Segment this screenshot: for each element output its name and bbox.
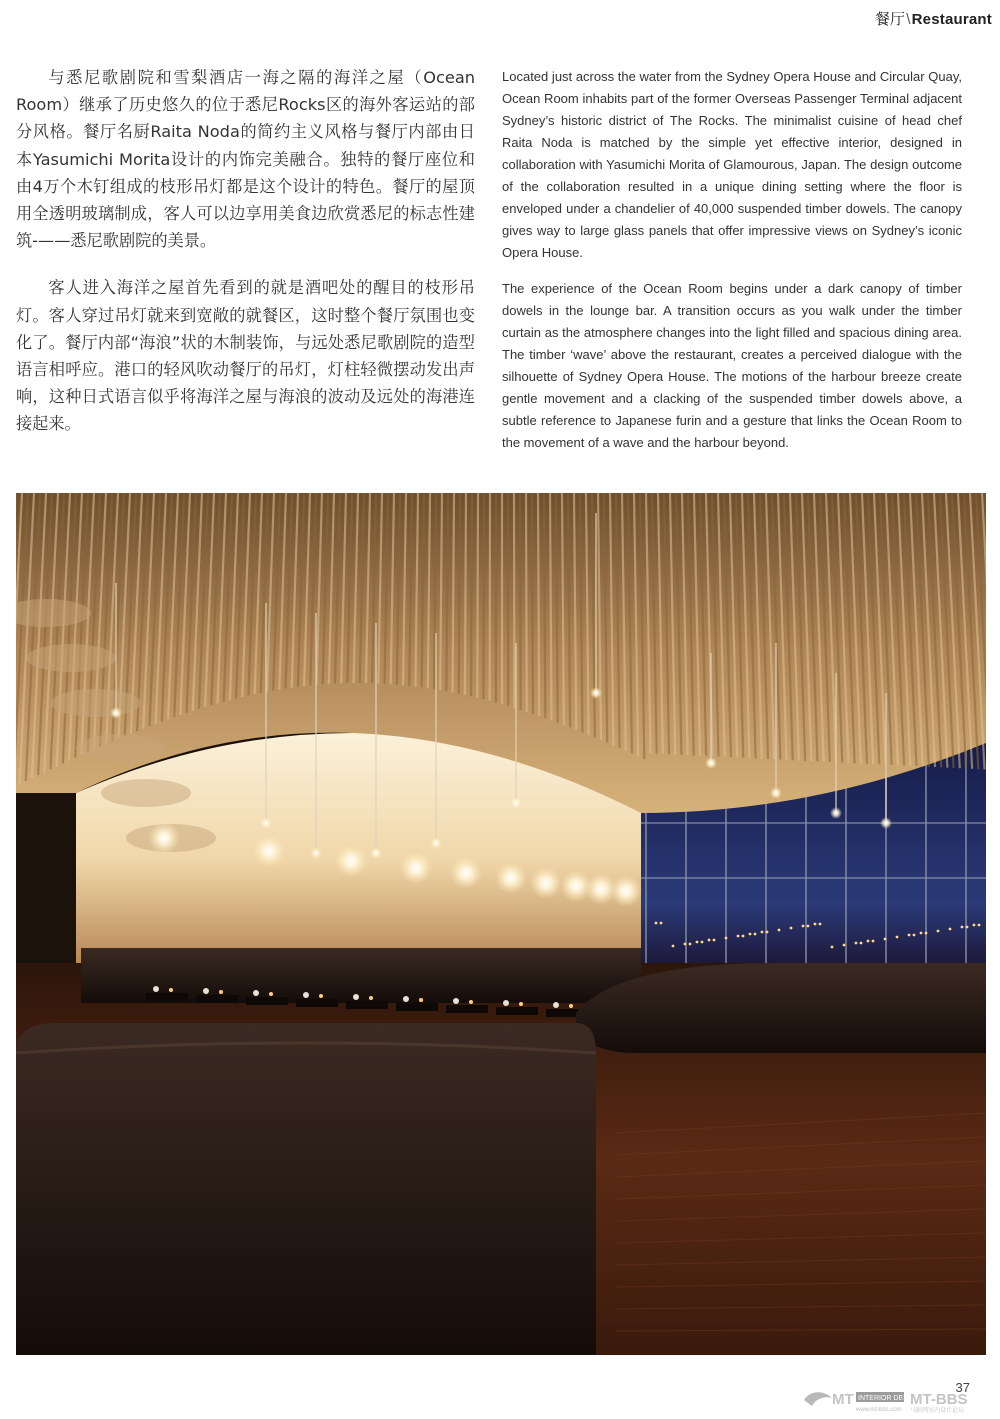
dining-table bbox=[246, 997, 288, 1005]
candle bbox=[269, 992, 273, 996]
candle bbox=[419, 998, 423, 1002]
dining-table bbox=[446, 1005, 488, 1013]
wine-glass bbox=[403, 996, 409, 1002]
wine-glass bbox=[353, 994, 359, 1000]
candle bbox=[319, 994, 323, 998]
photo-illustration bbox=[16, 493, 986, 1355]
city-light bbox=[843, 944, 846, 947]
candle bbox=[569, 1004, 573, 1008]
candle bbox=[519, 1002, 523, 1006]
city-light bbox=[937, 930, 940, 933]
timber-dowel bbox=[477, 493, 478, 698]
timber-dowel bbox=[471, 493, 472, 696]
wine-glass bbox=[453, 998, 459, 1004]
city-light bbox=[742, 935, 745, 938]
city-light bbox=[778, 929, 781, 932]
city-light bbox=[867, 940, 870, 943]
chinese-paragraph-2: 客人进入海洋之屋首先看到的就是酒吧处的醒目的枝形吊灯。客人穿过吊灯就来到宽敞的就餐区，这时整个餐厅氛围也变化了。餐厅内部“海浪”状的木制装饰，与远处悉尼歌剧院的造型语言相呼应。港口的轻风吹动餐厅的吊灯，灯柱轻微摆动发出声响，这种日式语言似乎将海洋之屋与海浪的波动及远处的海港连接起来。 bbox=[16, 278, 475, 434]
city-light bbox=[872, 940, 875, 943]
city-light bbox=[655, 922, 658, 925]
city-light bbox=[814, 923, 817, 926]
chinese-paragraph-1: 与悉尼歌剧院和雪梨酒店一海之隔的海洋之屋（Ocean Room）继承了历史悠久的位于悉尼Rocks区的海外客运站的部分风格。餐厅名厨Raita Noda的简约主义风格与餐厅内部由日本Yasumichi Morita设计的内饰完美融合。独特的餐厅座位和由4万个木钉组成的枝形吊灯都是这个设计的特色。餐厅的屋顶用全透明玻璃制成，客人可以边享用美食边欣赏悉尼的标志性建筑-——悉尼歌剧院的美景。 bbox=[16, 68, 475, 251]
dining-table bbox=[346, 1001, 388, 1009]
dining-table bbox=[396, 1003, 438, 1011]
watermark-brand-right: MT-BBS bbox=[910, 1391, 968, 1408]
city-light bbox=[949, 928, 952, 931]
horse-swoosh-icon bbox=[804, 1392, 832, 1406]
watermark-brand-left: MT bbox=[832, 1391, 854, 1408]
city-light bbox=[855, 942, 858, 945]
city-light bbox=[973, 924, 976, 927]
city-light bbox=[978, 924, 981, 927]
timber-dowel bbox=[483, 493, 484, 699]
city-light bbox=[672, 945, 675, 948]
wine-glass bbox=[153, 986, 159, 992]
city-light bbox=[660, 922, 663, 925]
restaurant-interior-photo bbox=[16, 493, 986, 1355]
section-separator: \ bbox=[906, 11, 911, 28]
pendant-light bbox=[310, 847, 322, 859]
city-light bbox=[749, 933, 752, 936]
dining-table bbox=[146, 993, 188, 1001]
chinese-text-column bbox=[16, 64, 475, 458]
timber-dowel bbox=[538, 493, 539, 716]
candle bbox=[369, 996, 373, 1000]
wall-sconce-glow bbox=[610, 875, 642, 907]
city-light bbox=[884, 938, 887, 941]
pendant-light bbox=[370, 847, 382, 859]
wall-sconce-glow bbox=[253, 835, 285, 867]
wall-sconce-glow bbox=[400, 852, 432, 884]
pendant-light bbox=[260, 817, 272, 829]
section-title-cn: 餐厅 bbox=[874, 11, 906, 28]
dowel-cylinder bbox=[51, 689, 141, 717]
city-light bbox=[701, 941, 704, 944]
pendant-light bbox=[880, 817, 892, 829]
candle bbox=[469, 1000, 473, 1004]
city-light bbox=[713, 939, 716, 942]
timber-dowel bbox=[532, 493, 533, 714]
pendant-light bbox=[830, 807, 842, 819]
wine-glass bbox=[553, 1002, 559, 1008]
timber-dowel bbox=[526, 493, 527, 712]
wall-sconce-glow bbox=[335, 845, 367, 877]
city-light bbox=[961, 926, 964, 929]
mt-bbs-watermark-logo bbox=[802, 1386, 992, 1414]
city-light bbox=[689, 943, 692, 946]
wine-glass bbox=[303, 992, 309, 998]
pendant-light bbox=[705, 757, 717, 769]
wine-glass bbox=[253, 990, 259, 996]
city-light bbox=[860, 942, 863, 945]
city-light bbox=[807, 925, 810, 928]
city-light bbox=[819, 923, 822, 926]
page-header bbox=[875, 8, 992, 29]
city-light bbox=[761, 931, 764, 934]
pendant-light bbox=[510, 797, 522, 809]
watermark-brand-tag: INTERIOR DESIGN bbox=[858, 1395, 921, 1402]
candle bbox=[219, 990, 223, 994]
city-light bbox=[766, 931, 769, 934]
candle bbox=[169, 988, 173, 992]
timber-dowel bbox=[459, 493, 460, 694]
foreground-banquette bbox=[16, 1023, 596, 1355]
english-paragraph-1: Located just across the water from the Sydney Opera House and Circular Quay, Ocean Room inhabits part of the former Overseas Passenger Terminal adjacent Sydney’s historic district of The Rocks. The minimalist cuisine of head chef Raita Noda is matched by the simple yet effective interior, designed in collaboration with Yasumichi Morita of Glamourous, Japan. The design outcome of the collaboration resulted in a unique dining setting where the floor is enveloped under a chandelier of 40,000 suspended timber dowels. The canopy gives way to large glass panels that offer impressive views on Sydney’s iconic Opera House. bbox=[502, 69, 962, 260]
city-light bbox=[831, 946, 834, 949]
dining-table bbox=[296, 999, 338, 1007]
dowel-cylinder bbox=[76, 734, 166, 762]
city-light bbox=[684, 943, 687, 946]
watermark-graphic bbox=[802, 1386, 992, 1414]
page-number: 37 bbox=[955, 1380, 970, 1395]
dining-table bbox=[196, 995, 238, 1003]
city-light bbox=[913, 934, 916, 937]
watermark-url: www.mt-bbs.com bbox=[856, 1407, 902, 1413]
wine-glass bbox=[203, 988, 209, 994]
pendant-light bbox=[430, 837, 442, 849]
city-light bbox=[754, 933, 757, 936]
wall-sconce-glow bbox=[450, 857, 482, 889]
city-light bbox=[896, 936, 899, 939]
timber-dowel bbox=[453, 493, 454, 692]
pendant-light bbox=[770, 787, 782, 799]
pendant-light bbox=[590, 687, 602, 699]
timber-dowel bbox=[520, 493, 521, 710]
wall-sconce-glow bbox=[530, 867, 562, 899]
english-text-column bbox=[502, 66, 962, 468]
city-light bbox=[790, 927, 793, 930]
city-light bbox=[737, 935, 740, 938]
dowel-cylinder bbox=[101, 779, 191, 807]
city-light bbox=[908, 934, 911, 937]
wall-sconce-glow bbox=[148, 822, 180, 854]
timber-dowel bbox=[465, 493, 466, 695]
city-light bbox=[696, 941, 699, 944]
dining-table bbox=[496, 1007, 538, 1015]
city-light bbox=[925, 932, 928, 935]
watermark-subtitle: 马蹄网室内设计论坛 bbox=[910, 1407, 965, 1414]
city-light bbox=[966, 926, 969, 929]
pendant-light bbox=[110, 707, 122, 719]
timber-dowel bbox=[544, 493, 545, 718]
city-light bbox=[920, 932, 923, 935]
section-title-en: Restaurant bbox=[911, 11, 992, 28]
city-light bbox=[802, 925, 805, 928]
wall-sconce-glow bbox=[495, 862, 527, 894]
wine-glass bbox=[503, 1000, 509, 1006]
english-paragraph-2: The experience of the Ocean Room begins under a dark canopy of timber dowels in the lounge bar. A transition occurs as you walk under the timber curtain as the atmosphere changes into the light filled and spacious dining area. The timber ‘wave’ above the restaurant, creates a perceived dialogue with the silhouette of Sydney Opera House. The motions of the harbour breeze create gentle movement and a clacking of the suspended timber dowels above, a subtle reference to Japanese furin and a gesture that links the Ocean Room to the movement of a wave and the harbour beyond. bbox=[502, 281, 962, 450]
city-light bbox=[725, 937, 728, 940]
dowel-cylinder bbox=[26, 644, 116, 672]
city-light bbox=[708, 939, 711, 942]
timber-dowel bbox=[550, 493, 552, 720]
